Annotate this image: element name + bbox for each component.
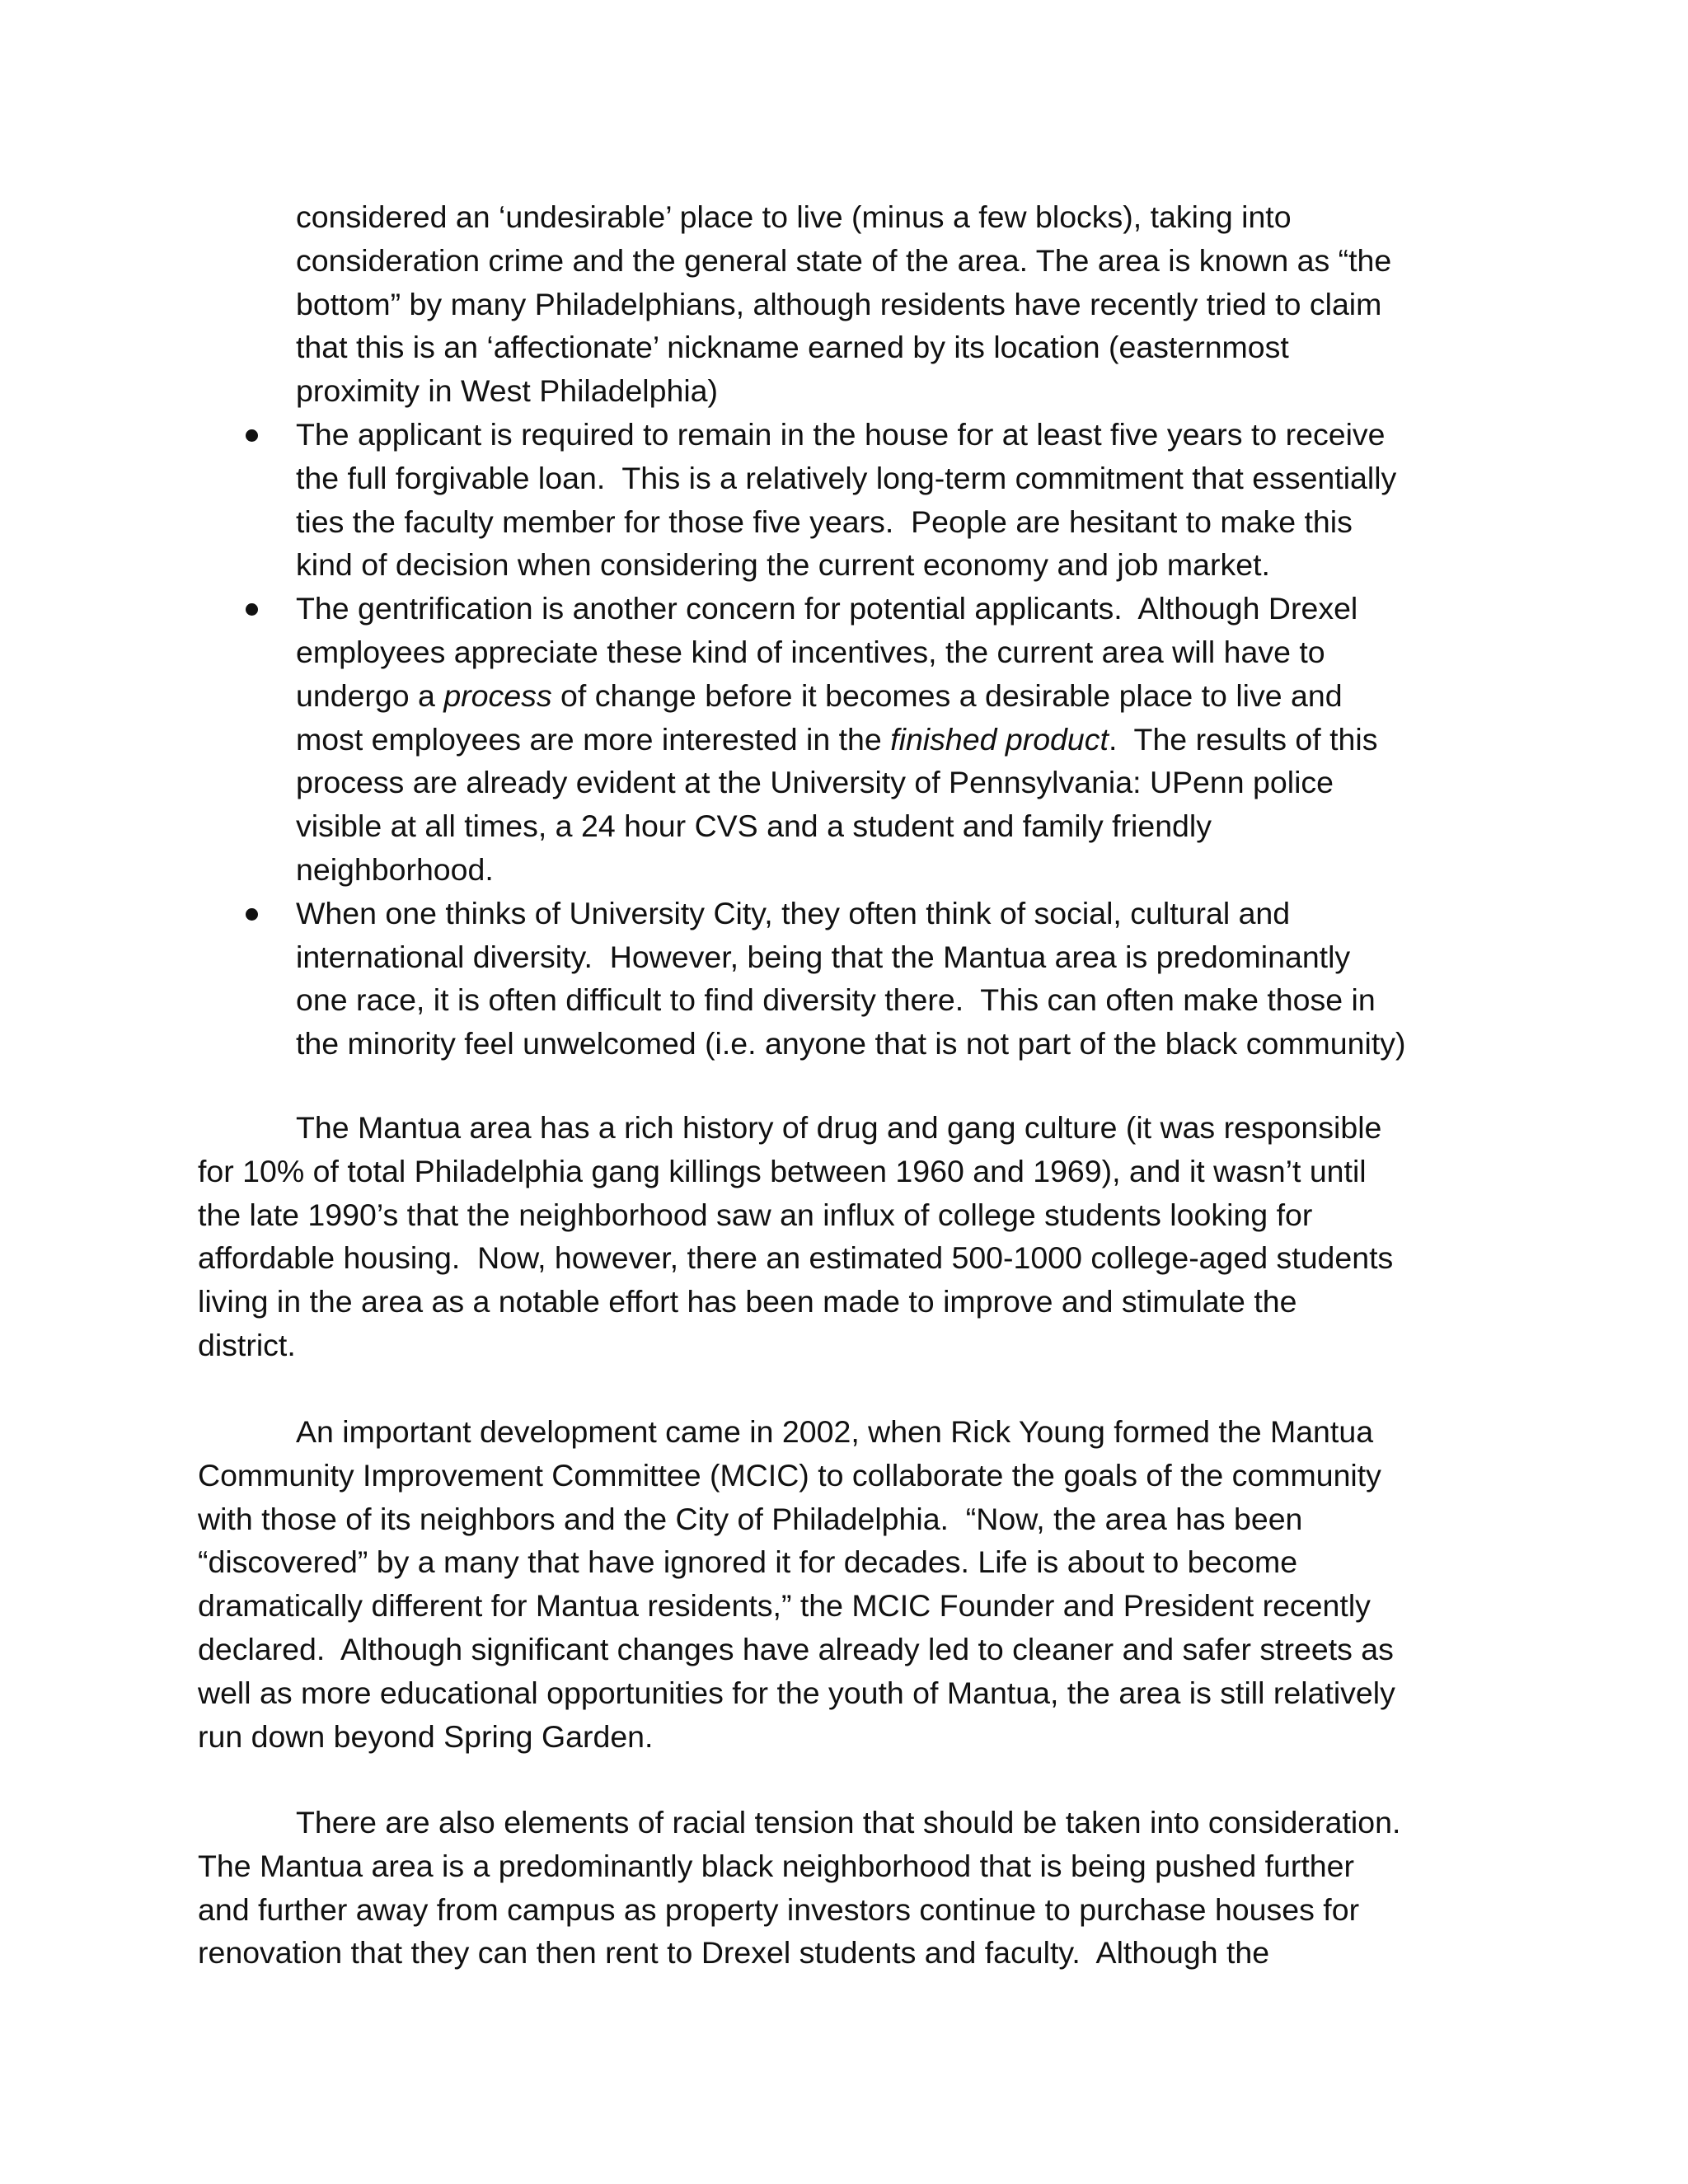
- text-line: process are already evident at the University of Pennsylvania: UPenn police: [296, 765, 1334, 800]
- text-line: The Mantua area has a rich history of drug and gang culture (it was responsible: [296, 1110, 1382, 1145]
- text-line: The Mantua area is a predominantly black neighborhood that is being pushed further: [198, 1848, 1354, 1883]
- text-run: of change before it becomes a desirable place to live and: [551, 677, 1343, 713]
- text-line: [296, 674, 1517, 718]
- text-run: undergo a: [296, 677, 444, 713]
- text-line: When one thinks of University City, they often think of social, cultural and: [296, 895, 1291, 930]
- text-line: international diversity. However, being that the Mantua area is predominantly: [296, 939, 1351, 974]
- text-line: proximity in West Philadelphia): [296, 373, 719, 409]
- text-line: living in the area as a notable effort has been made to improve and stimulate the: [198, 1284, 1297, 1319]
- text-line: run down beyond Spring Garden.: [198, 1718, 654, 1754]
- bullet-dot-icon: [246, 908, 258, 921]
- text-line: that this is an ‘affectionate’ nickname earned by its location (easternmost: [296, 330, 1289, 365]
- emphasis-text: finished product: [890, 721, 1109, 757]
- emphasis-text: process: [443, 677, 552, 713]
- paragraph: [198, 1106, 1533, 1367]
- text-line: renovation that they can then rent to Drexel students and faculty. Although the: [198, 1935, 1270, 1971]
- text-line: [296, 718, 1517, 762]
- text-line: Community Improvement Committee (MCIC) to collaborate the goals of the community: [198, 1457, 1381, 1493]
- bullet-list: [198, 413, 1517, 1066]
- text-line: “discovered” by a many that have ignored it for decades. Life is about to become: [198, 1544, 1298, 1580]
- text-line: district.: [198, 1327, 296, 1362]
- bullet-continuation: [198, 195, 1615, 413]
- text-line: visible at all times, a 24 hour CVS and a student and family friendly: [296, 808, 1212, 844]
- text-line: dramatically different for Mantua residents,” the MCIC Founder and President recently: [198, 1588, 1371, 1624]
- text-line: the full forgivable loan. This is a relatively long-term commitment that essentially: [296, 460, 1397, 495]
- bullet-dot-icon: [246, 603, 258, 616]
- text-line: for 10% of total Philadelphia gang killings between 1960 and 1969), and it wasn’t until: [198, 1153, 1367, 1188]
- list-item: [198, 413, 1517, 587]
- text-line: considered an ‘undesirable’ place to live (minus a few blocks), taking into: [296, 199, 1292, 234]
- paragraph: [198, 1410, 1533, 1758]
- text-line: bottom” by many Philadelphians, although residents have recently tried to claim: [296, 286, 1382, 321]
- bullet-dot-icon: [246, 429, 258, 442]
- paragraph: [198, 1801, 1533, 1975]
- text-run: most employees are more interested in the: [296, 721, 891, 757]
- text-line: consideration crime and the general state of the area. The area is known as “the: [296, 242, 1392, 278]
- text-line: the late 1990’s that the neighborhood saw an influx of college students looking for: [198, 1197, 1313, 1232]
- text-line: ties the faculty member for those five years. People are hesitant to make this: [296, 504, 1353, 539]
- list-item: [198, 892, 1517, 1066]
- text-line: affordable housing. Now, however, there an estimated 500-1000 college-aged students: [198, 1240, 1394, 1276]
- text-line: with those of its neighbors and the City of Philadelphia. “Now, the area has been: [198, 1501, 1303, 1536]
- text-run: . The results of this: [1108, 721, 1378, 757]
- text-line: and further away from campus as property investors continue to purchase houses for: [198, 1891, 1360, 1927]
- text-line: declared. Although significant changes have already led to cleaner and safer streets as: [198, 1631, 1394, 1666]
- text-line: kind of decision when considering the current economy and job market.: [296, 547, 1270, 583]
- text-line: There are also elements of racial tension that should be taken into consideration.: [296, 1805, 1401, 1840]
- text-line: one race, it is often difficult to find diversity there. This can often make those in: [296, 982, 1376, 1018]
- list-item: [198, 587, 1517, 892]
- text-line: An important development came in 2002, when Rick Young formed the Mantua: [296, 1414, 1374, 1449]
- text-line: The applicant is required to remain in the house for at least five years to receive: [296, 417, 1386, 452]
- text-line: neighborhood.: [296, 851, 494, 887]
- text-line: the minority feel unwelcomed (i.e. anyone that is not part of the black community): [296, 1026, 1406, 1062]
- text-line: employees appreciate these kind of incentives, the current area will have to: [296, 634, 1325, 669]
- text-line: well as more educational opportunities for the youth of Mantua, the area is still relatively: [198, 1675, 1395, 1710]
- text-line: The gentrification is another concern for potential applicants. Although Drexel: [296, 591, 1358, 626]
